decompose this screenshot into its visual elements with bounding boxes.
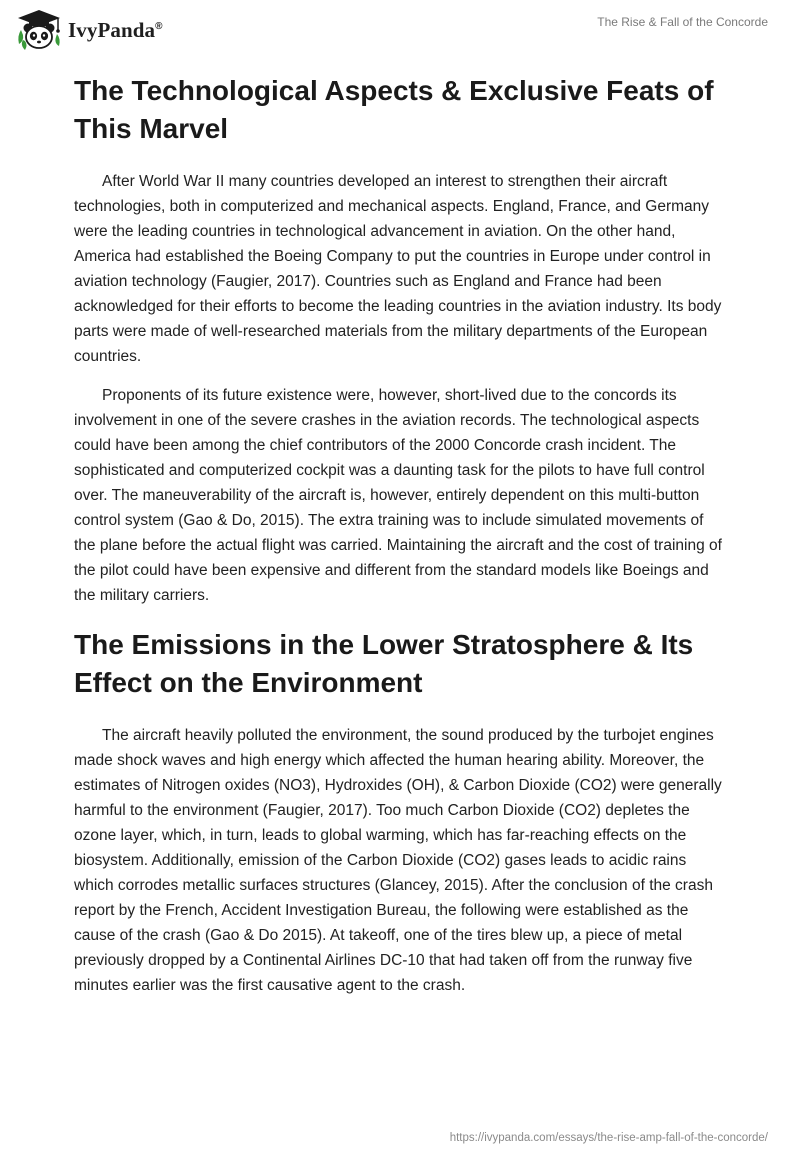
page-header bbox=[0, 0, 800, 60]
paragraph: The aircraft heavily polluted the environment, the sound produced by the turbojet engines made shock waves and high energy which affected the human hearing ability. Moreover, the estimates of Nitrogen oxides (NO3), Hydroxides (OH), & Carbon Dioxide (CO2) were generally harmful to the environment (Faugier, 2017). Too much Carbon Dioxide (CO2) depletes the ozone layer, which, in turn, leads to global warming, which has far-reaching effects on the biosystem. Additionally, emission of the Carbon Dioxide (CO2) gases leads to acidic rains which corrodes metallic surfaces structures (Glancey, 2015). After the conclusion of the crash report by the French, Accident Investigation Bureau, the following were established as the cause of the crash (Gao & Do 2015). At takeoff, one of the tires blew up, a piece of metal previously dropped by a Continental Airlines DC-10 that had taken off from the runway five minutes earlier was the first causative agent to the crash. bbox=[74, 727, 722, 994]
source-url-link[interactable]: https://ivypanda.com/essays/the-rise-amp-fall-of-the-concorde/ bbox=[449, 1132, 768, 1144]
document-title: The Rise & Fall of the Concorde bbox=[597, 15, 768, 29]
section-emissions bbox=[74, 626, 724, 998]
section-technological-aspects bbox=[74, 72, 724, 608]
panda-graduate-icon bbox=[14, 8, 64, 52]
section-heading: The Technological Aspects & Exclusive Feats of This Marvel bbox=[74, 75, 714, 144]
paragraph: After World War II many countries developed an interest to strengthen their aircraft technologies, both in computerized and mechanical aspects. England, France, and Germany were the leading countries in technological advancement in aviation. On the other hand, America had established the Boeing Company to put the countries in Europe under control in aviation technology (Faugier, 2017). Countries such as England and France had been acknowledged for their efforts to become the leading countries in the aviation industry. Its body parts were made of well-researched materials from the military departments of the European countries. bbox=[74, 173, 722, 365]
registered-mark: ® bbox=[155, 20, 163, 32]
brand-name: IvyPanda® bbox=[68, 17, 163, 42]
essay-content bbox=[74, 72, 724, 1012]
paragraph: Proponents of its future existence were, however, short-lived due to the concords its involvement in one of the severe crashes in the aviation records. The technological aspects could have been among the chief contributors of the 2000 Concorde crash incident. The sophisticated and computerized cockpit was a daunting task for the pilots to have full control over. The maneuverability of the aircraft is, however, entirely dependent on this multi-button control system (Gao & Do, 2015). The extra training was to include simulated movements of the plane before the actual flight was carried. Maintaining the aircraft and the cost of training of the pilot could have been expensive and different from the standard models like Boeings and the military carriers. bbox=[74, 387, 722, 604]
ivypanda-logo[interactable] bbox=[14, 8, 163, 52]
section-heading: The Emissions in the Lower Stratosphere & Its Effect on the Environment bbox=[74, 629, 694, 698]
